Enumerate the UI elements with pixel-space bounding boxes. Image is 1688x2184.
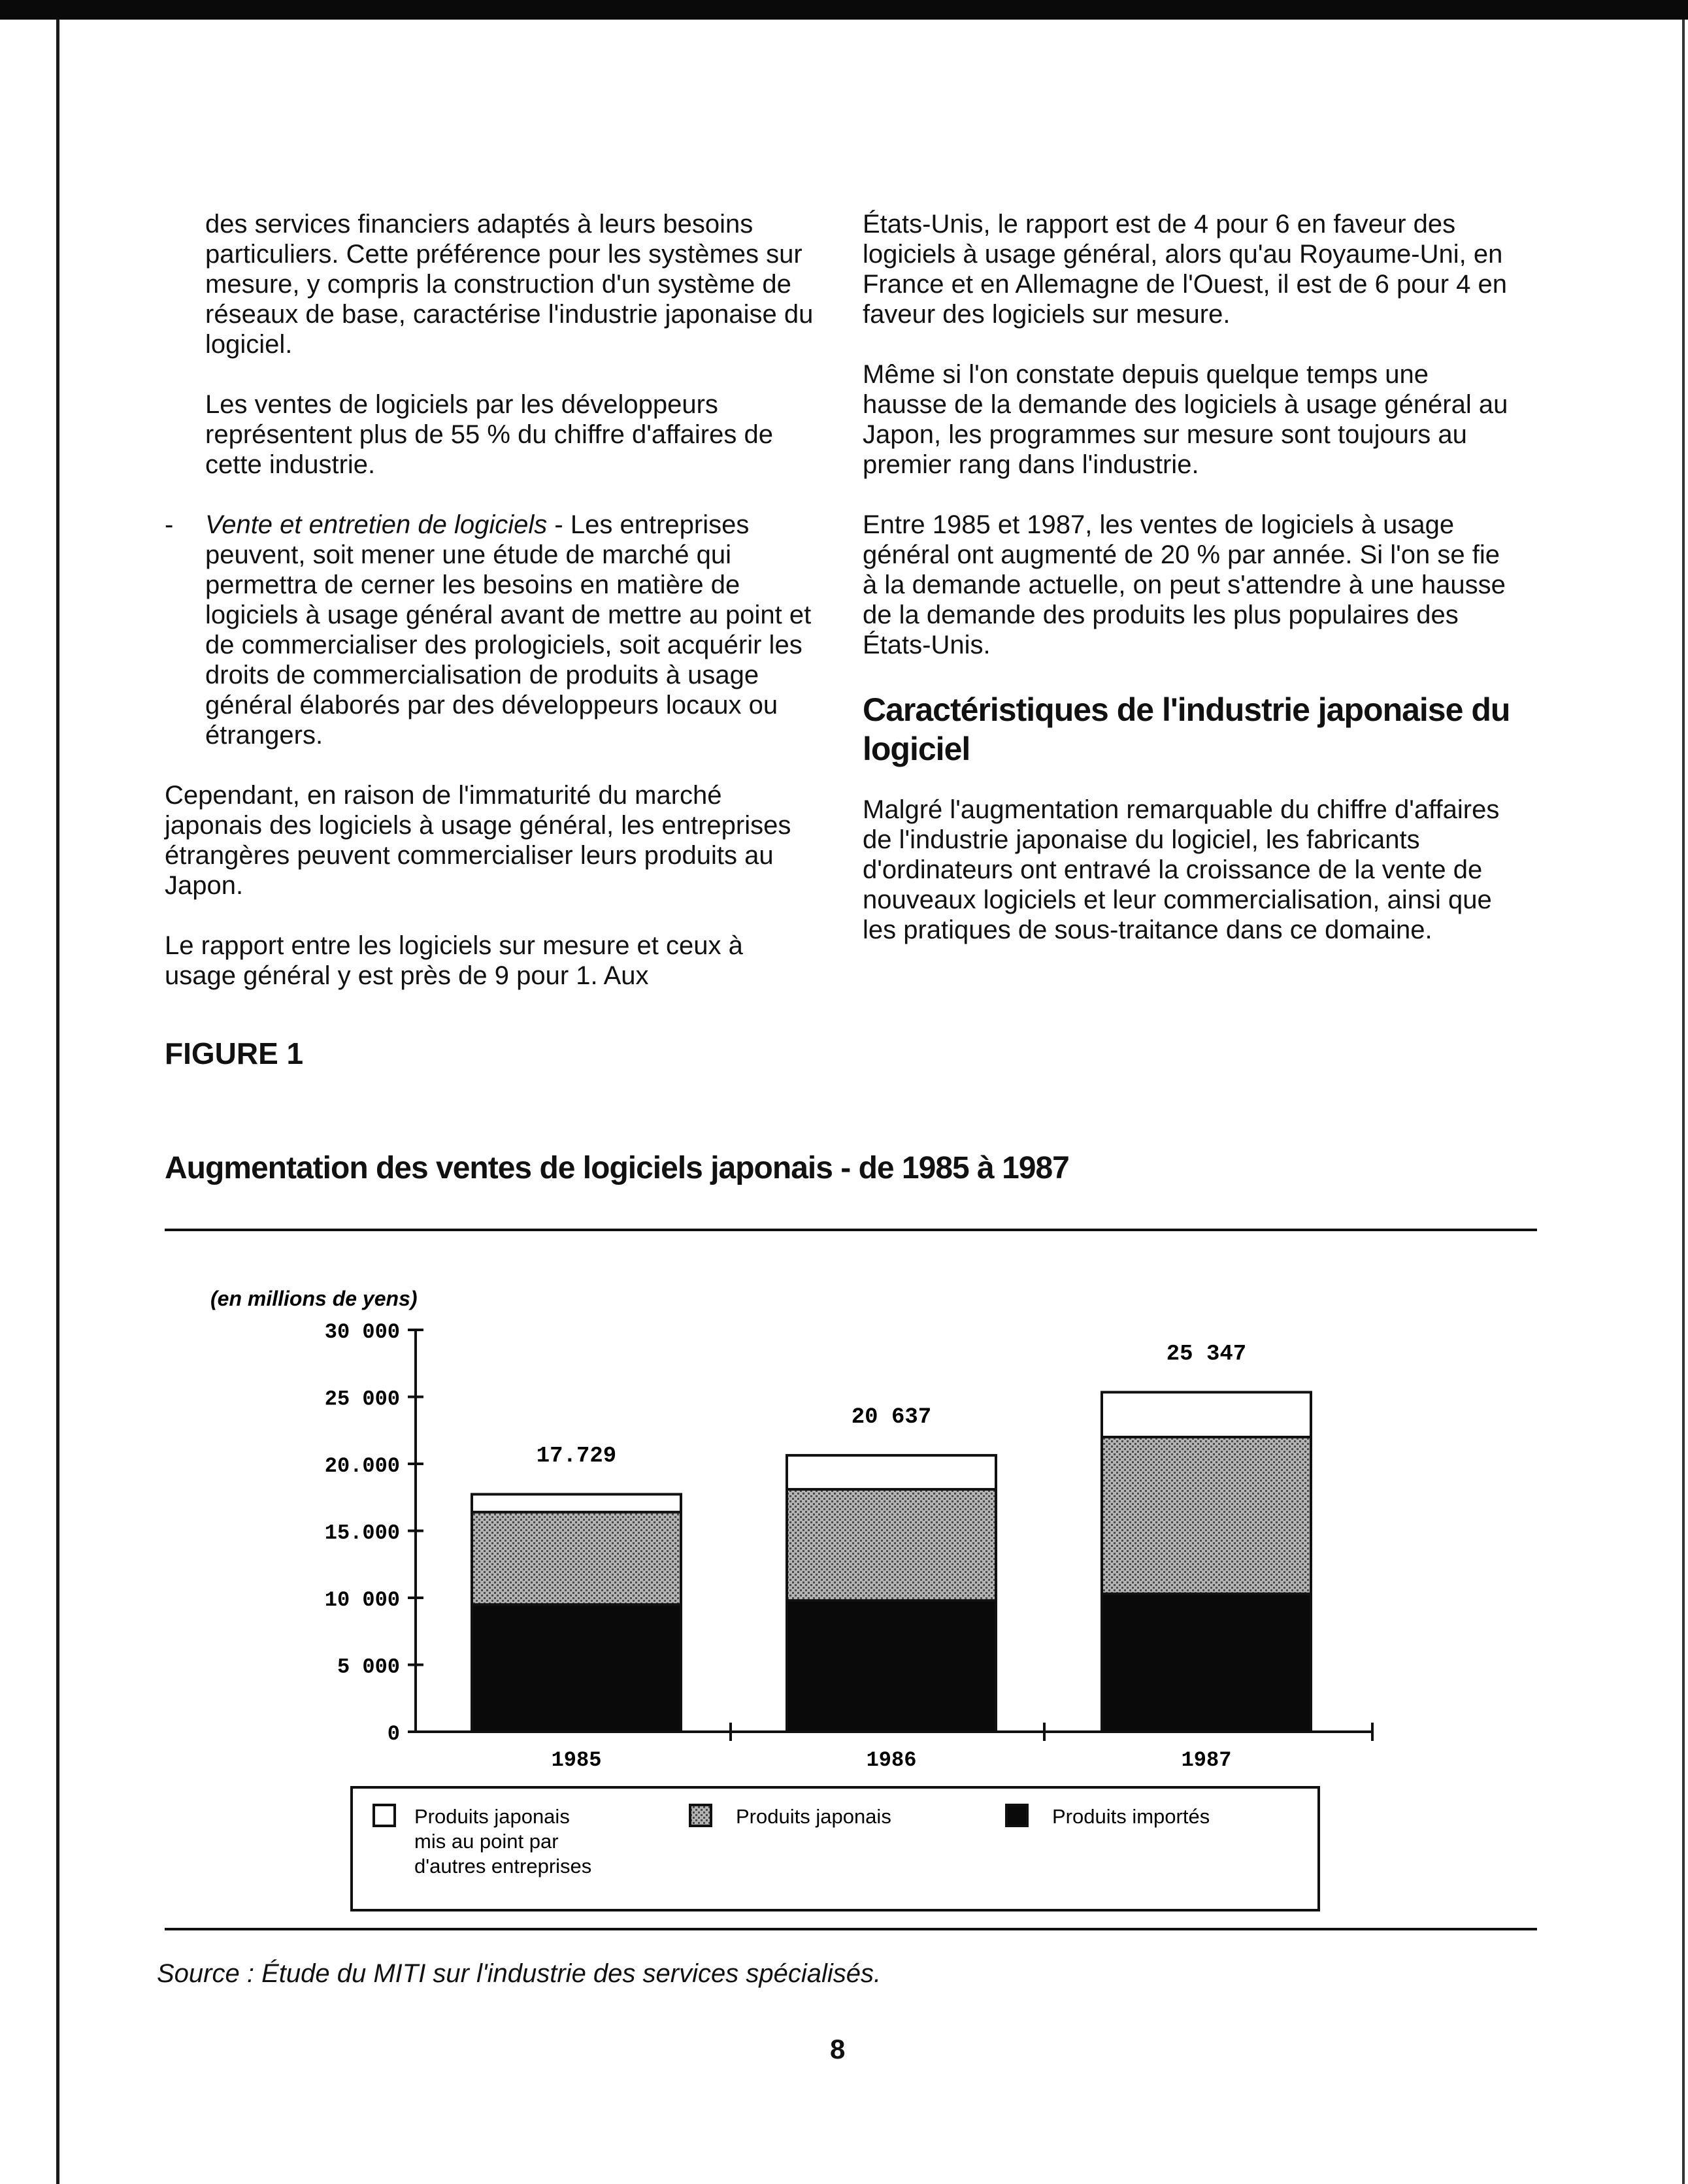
bar-segment bbox=[472, 1495, 681, 1512]
right-paragraph-1: États-Unis, le rapport est de 4 pour 6 en faveur des logiciels à usage général, alors qu'au Royaume-Uni, en France et en Allemagne de l'Ouest, il est de 6 pour 4 en faveur des logiciels sur mesure. bbox=[863, 210, 1508, 329]
bar-total-label: 17.729 bbox=[536, 1444, 617, 1469]
bar-segment bbox=[1102, 1594, 1311, 1732]
bar-segment bbox=[472, 1604, 681, 1732]
right-paragraph-2: Même si l'on constate depuis quelque temps une hausse de la demande des logiciels à usage général au Japon, les programmes sur mesure sont toujours au premier rang dans l'industrie. bbox=[863, 360, 1508, 479]
figure-title: Augmentation des ventes de logiciels japonais - de 1985 à 1987 bbox=[165, 1151, 1069, 1185]
y-tick-label: 5 000 bbox=[337, 1655, 400, 1679]
y-tick-label: 30 000 bbox=[324, 1320, 400, 1344]
y-tick-label: 10 000 bbox=[324, 1588, 400, 1612]
section-heading: Caractéristiques de l'industrie japonaise du logiciel bbox=[863, 691, 1510, 767]
bar-segment bbox=[787, 1600, 996, 1732]
bar-segment bbox=[787, 1455, 996, 1489]
legend-swatch bbox=[374, 1805, 395, 1826]
left-paragraph-1: des services financiers adaptés à leurs besoins particuliers. Cette préférence pour les systèmes sur mesure, y compris la construction d'un système de réseaux de base, caractérise l'industrie japonaise du logiciel. bbox=[205, 210, 814, 359]
source-note: Source : Étude du MITI sur l'industrie des services spécialisés. bbox=[157, 1959, 882, 1988]
bar-total-label: 25 347 bbox=[1166, 1342, 1247, 1367]
left-paragraph-4: Le rapport entre les logiciels sur mesure et ceux à usage général y est près de 9 pour 1. Aux bbox=[165, 931, 743, 990]
bar-total-label: 20 637 bbox=[851, 1404, 932, 1430]
left-paragraph-3: Cependant, en raison de l'immaturité du marché japonais des logiciels à usage général, les entreprises étrangères peuvent commercialiser leurs produits au Japon. bbox=[165, 781, 791, 900]
figure-label: FIGURE 1 bbox=[165, 1036, 304, 1070]
x-category-label: 1987 bbox=[1181, 1748, 1232, 1772]
page-number: 8 bbox=[830, 2034, 846, 2064]
bar-segment bbox=[472, 1512, 681, 1604]
legend-label: Produits japonais bbox=[736, 1805, 891, 1828]
bullet-title: Vente et entretien de logiciels bbox=[205, 510, 548, 539]
y-tick-label: 0 bbox=[387, 1722, 400, 1746]
legend-swatch bbox=[1006, 1805, 1027, 1826]
legend-label: Produits importés bbox=[1052, 1805, 1210, 1828]
bar-segment bbox=[1102, 1437, 1311, 1594]
bullet-text: - Les entreprises peuvent, soit mener une étude de marché qui permettra de cerner les besoins en matière de logiciels à usage général avant de mettre au point et de commercialiser des prologiciels, soit acquérir les droits de commercialisation de produits à usage général élaborés par des développeurs locaux ou étrangers. bbox=[205, 510, 812, 750]
y-tick-label: 25 000 bbox=[324, 1387, 400, 1412]
legend-swatch bbox=[690, 1805, 711, 1826]
legend-label: Produits japonais bbox=[414, 1805, 570, 1828]
x-category-label: 1985 bbox=[551, 1748, 602, 1772]
y-tick-label: 20.000 bbox=[324, 1454, 400, 1478]
right-paragraph-4: Malgré l'augmentation remarquable du chiffre d'affaires de l'industrie japonaise du logiciel, les fabricants d'ordinateurs ont entravé la croissance de la vente de nouveaux logiciels et leur commercialisation, ainsi que les pratiques de sous-traitance dans ce domaine. bbox=[863, 795, 1500, 944]
left-paragraph-2: Les ventes de logiciels par les développeurs représentent plus de 55 % du chiffre d'affaires de cette industrie. bbox=[205, 390, 773, 479]
bar-segment bbox=[1102, 1392, 1311, 1437]
y-tick-label: 15.000 bbox=[324, 1521, 400, 1546]
y-unit-label: (en millions de yens) bbox=[210, 1287, 418, 1310]
bullet-dash: - bbox=[165, 510, 174, 539]
bar-segment bbox=[787, 1489, 996, 1600]
x-category-label: 1986 bbox=[866, 1748, 917, 1772]
legend-label-line2: mis au point par bbox=[414, 1830, 559, 1853]
right-paragraph-3: Entre 1985 et 1987, les ventes de logiciels à usage général ont augmenté de 20 % par année. Si l'on se fie à la demande actuelle, on peut s'attendre à une hausse de la demande des produits les plus populaires des États-Unis. bbox=[863, 510, 1506, 659]
legend-label-line3: d'autres entreprises bbox=[414, 1855, 592, 1878]
